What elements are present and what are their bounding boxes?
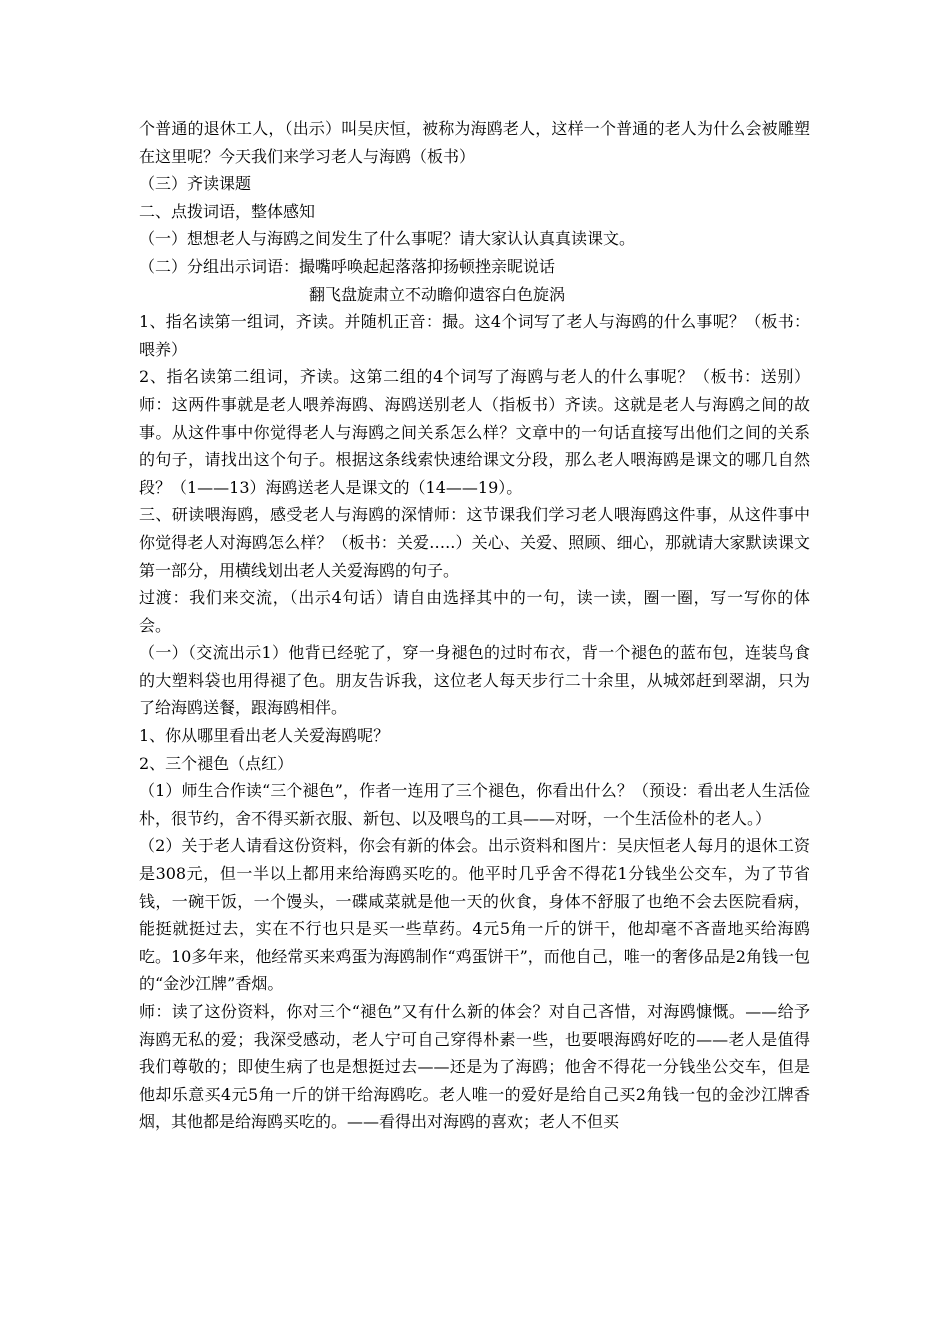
paragraph-question-1: 1、你从哪里看出老人关爱海鸥呢？ (139, 726, 390, 746)
paragraph-item-2: 2、指名读第二组词，齐读。这第二组的4个词写了海鸥与老人的什么事呢？（板书：送别）师：这两件事就是老人喂养海鸥、海鸥送别老人（指板书）齐读。这就是老人与海鸥之间的故事。从这件事中你觉得老人与海鸥之间关系怎么样？文章中的一句话直接写出他们之间的关系的句子，请找出这个句子。根据这条线索快速给课文分段，那么老人喂海鸥是课文的哪几自然段？（1——13）海鸥送老人是课文的（14——19）。 (139, 367, 810, 497)
section-heading-3: 三、研读喂海鸥，感受老人与海鸥的深情师：这节课我们学习老人喂海鸥这件事，从这件事中你觉得老人对海鸥怎么样？（板书：关爱…..）关心、关爱、照顾、细心，那就请大家默读课文第一部分，用横线划出老人关爱海鸥的句子。 (139, 505, 810, 580)
paragraph-word-group-2: 翻飞盘旋肃立不动瞻仰遗容白色旋涡 (309, 284, 566, 304)
paragraph-quote-1: （一）（交流出示1）他背已经驼了，穿一身褪色的过时布衣，背一个褪色的蓝布包，连装鸟食的大塑料袋也用得褪了色。朋友告诉我，这位老人每天步行二十余里，从城郊赶到翠湖，只为了给海鸥送餐，跟海鸥相伴。 (139, 643, 810, 718)
paragraph-read-title: （三）齐读课题 (139, 174, 252, 194)
paragraph-transition: 过渡：我们来交流，（出示4句话）请自由选择其中的一句，读一读，圈一圈，写一写你的体会。 (139, 588, 810, 635)
paragraph-sub-1: （1）师生合作读“三个褪色”，作者一连用了三个褪色，你看出什么？（预设：看出老人生活俭朴，很节约，舍不得买新衣服、新包、以及喂鸟的工具——对呀，一个生活俭朴的老人。） (139, 781, 810, 828)
section-heading-2: 二、点拨词语，整体感知 (139, 201, 316, 221)
paragraph-three-faded: 2、三个褪色（点红） (139, 753, 294, 773)
paragraph-item-1: 1、指名读第一组词，齐读。并随机正音：撮。这4个词写了老人与海鸥的什么事呢？（板书：喂养） (139, 312, 810, 359)
paragraph-word-group-1: （二）分组出示词语：撮嘴呼唤起起落落抑扬顿挫亲昵说话 (139, 256, 556, 276)
paragraph-intro: 个普通的退休工人，（出示）叫吴庆恒，被称为海鸥老人，这样一个普通的老人为什么会被雕塑在这里呢？今天我们来学习老人与海鸥（板书） (139, 119, 810, 166)
paragraph-think: （一）想想老人与海鸥之间发生了什么事呢？请大家认认真真读课文。 (139, 229, 636, 249)
paragraph-teacher: 师：读了这份资料，你对三个“褪色”又有什么新的体会？对自己吝惜，对海鸥慷慨。——给予海鸥无私的爱；我深受感动，老人宁可自己穿得朴素一些，也要喂海鸥好吃的——老人是值得我们尊敬的；即使生病了也是想挺过去——还是为了海鸥；他舍不得花一分钱坐公交车，但是他却乐意买4元5角一斤的饼干给海鸥吃。老人唯一的爱好是给自己买2角钱一包的金沙江牌香烟，其他都是给海鸥买吃的。——看得出对海鸥的喜欢；老人不但买 (139, 1002, 810, 1132)
paragraph-sub-2: （2）关于老人请看这份资料，你会有新的体会。出示资料和图片：吴庆恒老人每月的退休工资是308元，但一半以上都用来给海鸥买吃的。他平时几乎舍不得花1分钱坐公交车，为了节省钱，一碗干饭，一个馒头，一碟咸菜就是他一天的伙食，身体不舒服了也绝不会去医院看病，能挺就挺过去，实在不行也只是买一些草药。4元5角一斤的饼干，他却毫不吝啬地买给海鸥吃。10多年来，他经常买来鸡蛋为海鸥制作“鸡蛋饼干”，而他自己，唯一的奢侈品是2角钱一包的“金沙江牌”香烟。 (139, 836, 810, 994)
